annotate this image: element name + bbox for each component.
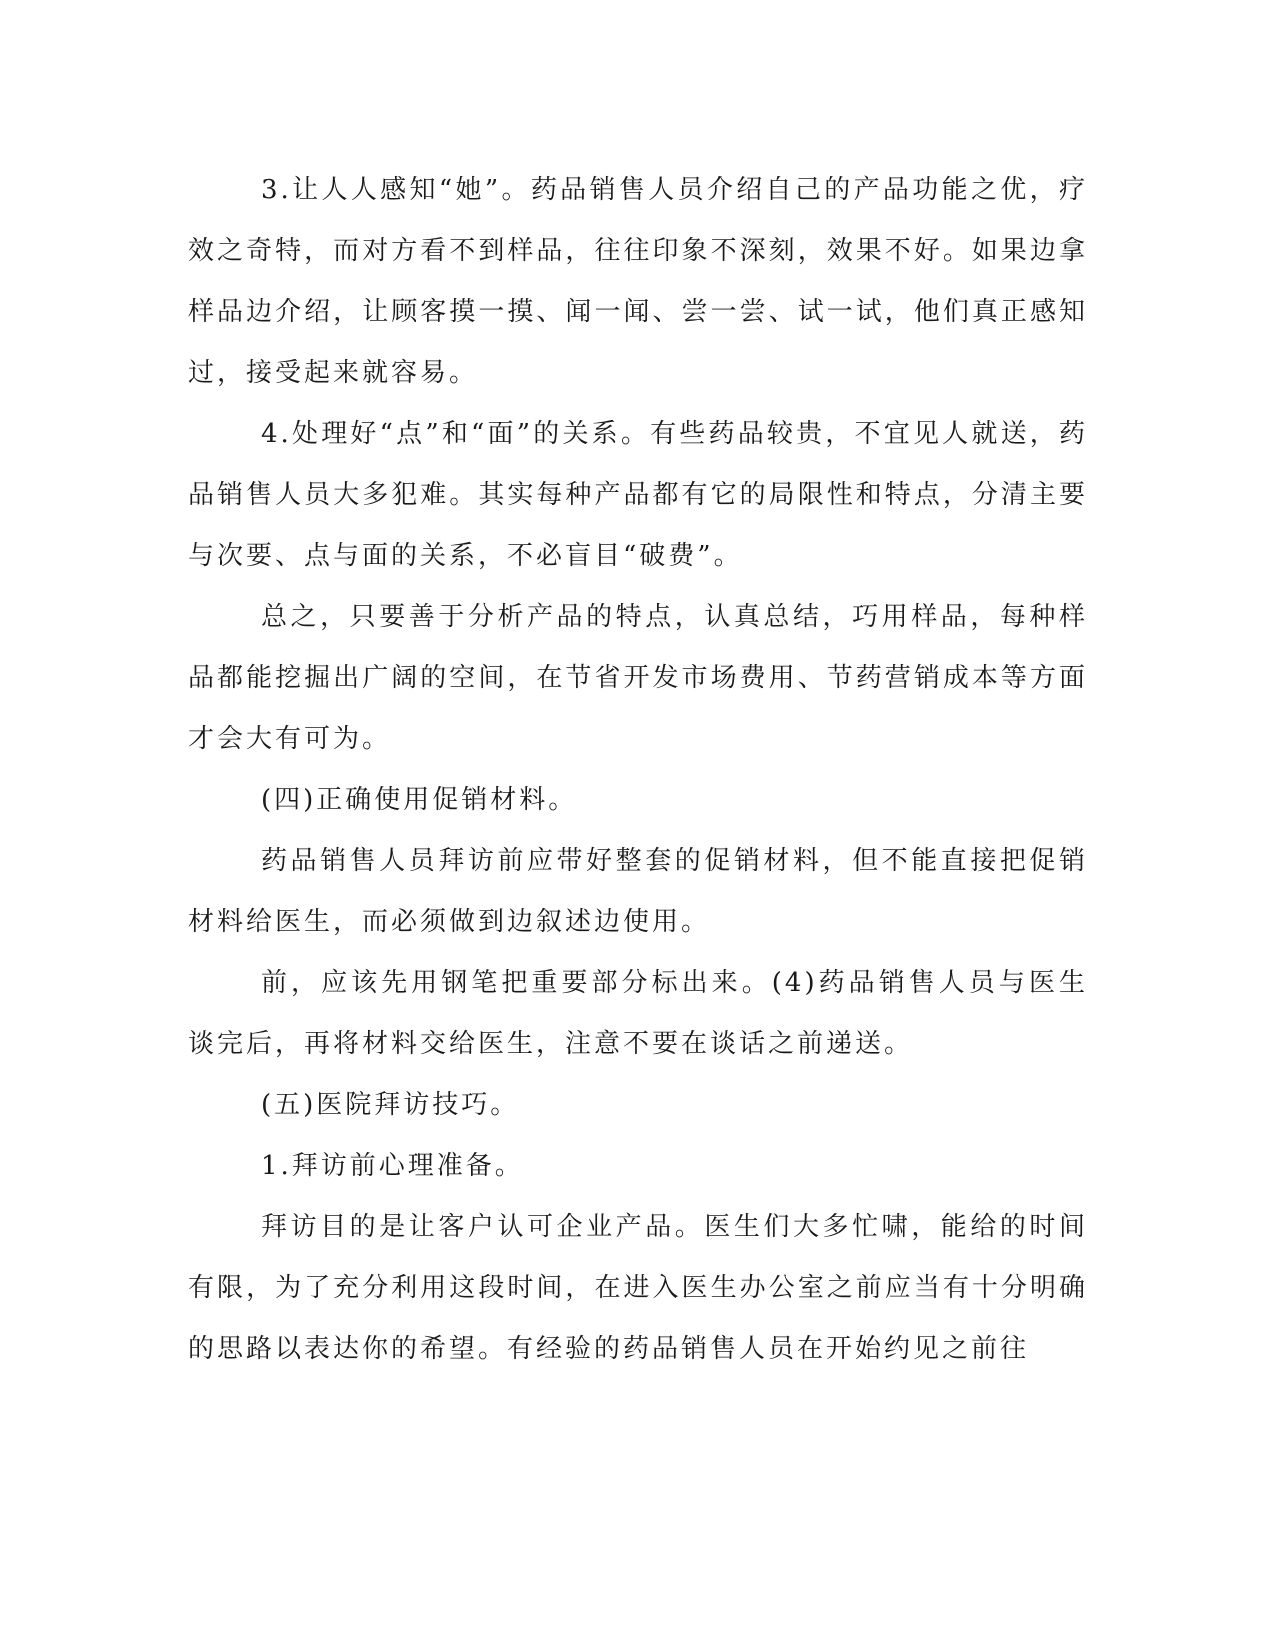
document-body xyxy=(188,160,1088,1380)
paragraph-summary: 总之，只要善于分析产品的特点，认真总结，巧用样品，每种样品都能挖掘出广阔的空间，在节省开发市场费用、节药营销成本等方面才会大有可为。 xyxy=(188,602,1088,754)
section-heading-hospital-visit: (五)医院拜访技巧。 xyxy=(261,1090,520,1120)
paragraph-point-and-surface: 4.处理好“点”和“面”的关系。有些药品较贵，不宜见人就送，药品销售人员大多犯难。其实每种产品都有它的局限性和特点，分清主要与次要、点与面的关系，不必盲目“破费”。 xyxy=(188,419,1088,571)
paragraph-highlight-materials: 前，应该先用钢笔把重要部分标出来。(4)药品销售人员与医生谈完后，再将材料交给医生，注意不要在谈话之前递送。 xyxy=(188,968,1088,1059)
subheading-psychological-preparation: 1.拜访前心理准备。 xyxy=(261,1151,524,1181)
section-heading-promotional-materials: (四)正确使用促销材料。 xyxy=(261,785,578,815)
paragraph-promotional-materials: 药品销售人员拜访前应带好整套的促销材料，但不能直接把促销材料给医生，而必须做到边叙述边使用。 xyxy=(188,846,1088,937)
paragraph-visit-purpose: 拜访目的是让客户认可企业产品。医生们大多忙啸，能给的时间有限，为了充分利用这段时间，在进入医生办公室之前应当有十分明确的思路以表达你的希望。有经验的药品销售人员在开始约见之前往 xyxy=(188,1212,1088,1364)
paragraph-sample-perception: 3.让人人感知“她”。药品销售人员介绍自己的产品功能之优，疗效之奇特，而对方看不到样品，往往印象不深刻，效果不好。如果边拿样品边介绍，让顾客摸一摸、闻一闻、尝一尝、试一试，他们真正感知过，接受起来就容易。 xyxy=(188,175,1088,388)
